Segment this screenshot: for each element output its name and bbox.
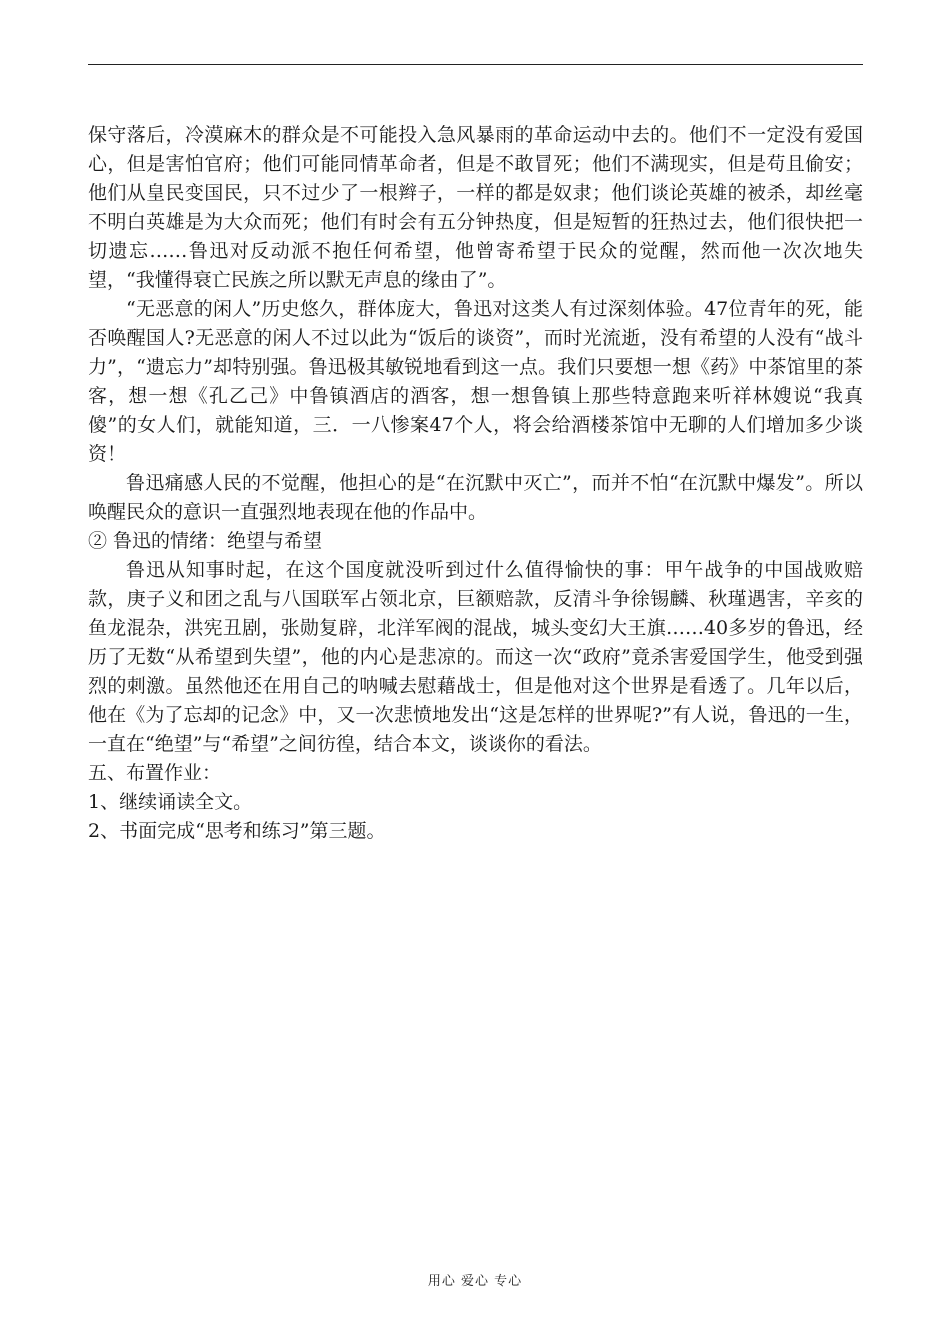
header-rule xyxy=(88,64,863,65)
section-heading-homework: 五、布置作业： xyxy=(88,762,222,784)
page-footer: 用心 爱心 专心 xyxy=(427,1274,523,1289)
paragraph-continuation: 保守落后，冷漠麻木的群众是不可能投入急风暴雨的革命运动中去的。他们不一定没有爱国心，但是害怕官府；他们可能同情革命者，但是不敢冒死；他们不满现实，但是苟且偷安；他们从皇民变国民，只不过少了一根辫子，一样的都是奴隶；他们谈论英雄的被杀，却丝毫不明白英雄是为大众而死；他们有时会有五分钟热度，但是短暂的狂热过去，他们很快把一切遗忘……鲁迅对反动派不抱任何希望，他曾寄希望于民众的觉醒，然而他一次次地失望，“我懂得衰亡民族之所以默无声息的缘由了”。 xyxy=(88,124,863,291)
document-body xyxy=(88,121,863,846)
homework-item-1: 1、继续诵读全文。 xyxy=(88,791,253,813)
paragraph-despair-hope: 鲁迅从知事时起，在这个国度就没听到过什么值得愉快的事：甲午战争的中国战败赔款，庚子义和团之乱与八国联军占领北京，巨额赔款，反清斗争徐锡麟、秋瑾遇害，辛亥的鱼龙混杂，洪宪丑剧，张勋复辟，北洋军阀的混战，城头变幻大王旗……40多岁的鲁迅，经历了无数“从希望到失望”，他的内心是悲凉的。而这一次“政府”竟杀害爱国学生，他受到强烈的刺激。虽然他还在用自己的呐喊去慰藉战士，但是他对这个世界是看透了。几年以后，他在《为了忘却的记念》中，又一次悲愤地发出“这是怎样的世界呢?”有人说，鲁迅的一生，一直在“绝望”与“希望”之间彷徨，结合本文，谈谈你的看法。 xyxy=(88,559,863,755)
paragraph-awakening: 鲁迅痛感人民的不觉醒，他担心的是“在沉默中灭亡”，而并不怕“在沉默中爆发”。所以唤醒民众的意识一直强烈地表现在他的作品中。 xyxy=(88,472,863,523)
paragraph-idle-people: “无恶意的闲人”历史悠久，群体庞大，鲁迅对这类人有过深刻体验。47位青年的死，能否唤醒国人?无恶意的闲人不过以此为“饭后的谈资”，而时光流逝，没有希望的人没有“战斗力”，“遗忘力”却特别强。鲁迅极其敏锐地看到这一点。我们只要想一想《药》中茶馆里的茶客，想一想《孔乙己》中鲁镇酒店的酒客，想一想鲁镇上那些特意跑来听祥林嫂说“我真傻”的女人们，就能知道，三．一八惨案47个人，将会给酒楼茶馆中无聊的人们增加多少谈资！ xyxy=(88,298,863,465)
section-heading-emotion: ② 鲁迅的情绪：绝望与希望 xyxy=(88,530,323,552)
homework-item-2: 2、书面完成“思考和练习”第三题。 xyxy=(88,820,386,842)
